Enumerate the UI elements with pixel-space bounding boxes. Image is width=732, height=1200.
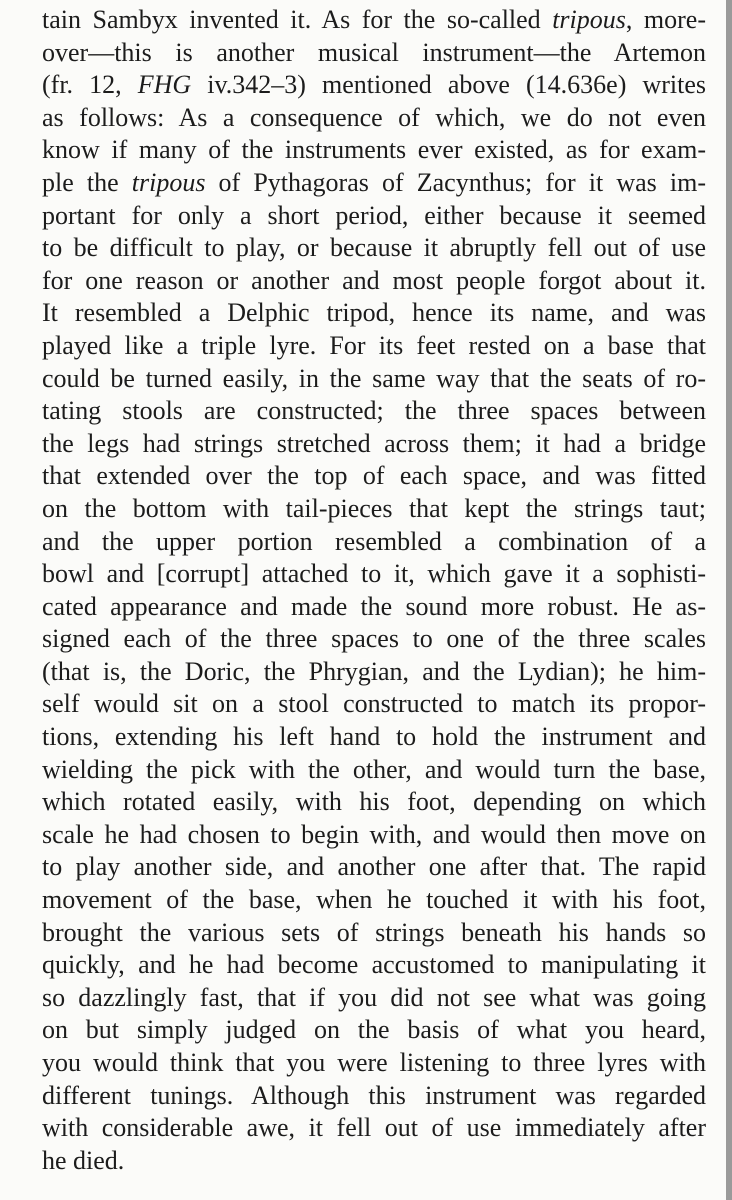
text-line xyxy=(42,819,706,852)
text-line xyxy=(42,395,706,428)
text-line xyxy=(42,460,706,493)
text-line xyxy=(42,623,706,656)
text-line xyxy=(42,591,706,624)
text-line xyxy=(42,428,706,461)
text-segment: tating stools are constructed; the three spaces between xyxy=(42,396,706,426)
text-line xyxy=(42,232,706,265)
text-line xyxy=(42,656,706,689)
text-line xyxy=(42,167,706,200)
text-segment: cated appearance and made the sound more robust. He as- xyxy=(42,591,706,621)
text-line xyxy=(42,851,706,884)
text-segment: to play another side, and another one after that. The rapid xyxy=(42,852,706,882)
text-line xyxy=(42,1047,706,1080)
text-segment: iv.342–3) mentioned above (14.636e) writes xyxy=(191,70,707,100)
text-line xyxy=(42,200,706,233)
text-segment: portant for only a short period, either because it seemed xyxy=(42,200,706,230)
passage-text xyxy=(42,4,706,1177)
text-segment: bowl and [corrupt] attached to it, which gave it a sophisti- xyxy=(42,559,706,589)
italic-term: tripous xyxy=(552,5,626,34)
text-line xyxy=(42,102,706,135)
text-line xyxy=(42,493,706,526)
text-line xyxy=(42,1112,706,1145)
italic-term: FHG xyxy=(137,70,192,100)
text-segment: as follows: As a consequence of which, we do not even xyxy=(42,102,706,132)
text-line xyxy=(42,526,706,559)
text-line xyxy=(42,949,706,982)
text-line xyxy=(42,884,706,917)
text-segment: over—this is another musical instrument—the Artemon xyxy=(42,37,706,67)
text-segment: on the bottom with tail-pieces that kept the strings taut; xyxy=(42,493,706,523)
text-segment: brought the various sets of strings beneath his hands so xyxy=(42,917,706,947)
text-line xyxy=(42,330,706,363)
text-segment: for one reason or another and most people forgot about it. xyxy=(42,265,706,295)
text-line xyxy=(42,1080,706,1113)
text-segment: wielding the pick with the other, and would turn the base, xyxy=(42,754,706,784)
text-line xyxy=(42,982,706,1015)
text-segment: different tunings. Although this instrument was regarded xyxy=(42,1080,706,1110)
text-segment: so dazzlingly fast, that if you did not see what was going xyxy=(42,982,706,1012)
text-segment: that extended over the top of each space, and was fitted xyxy=(42,461,706,491)
text-line xyxy=(42,134,706,167)
text-line xyxy=(42,265,706,298)
text-segment: played like a triple lyre. For its feet rested on a base that xyxy=(42,330,706,360)
text-segment: ple the xyxy=(42,167,132,197)
text-segment: and the upper portion resembled a combination of a xyxy=(42,526,706,556)
text-line xyxy=(42,37,706,70)
page-edge-shadow xyxy=(726,0,732,1200)
text-segment: on but simply judged on the basis of what you heard, xyxy=(42,1015,706,1045)
text-segment: could be turned easily, in the same way that the seats of ro- xyxy=(42,363,706,393)
text-segment: he died. xyxy=(42,1145,125,1175)
text-segment: you would think that you were listening to three lyres with xyxy=(42,1048,706,1077)
text-line xyxy=(42,688,706,721)
text-line xyxy=(42,558,706,591)
text-segment: quickly, and he had become accustomed to manipulating it xyxy=(42,950,706,980)
text-line xyxy=(42,4,706,37)
italic-term: tripous xyxy=(131,167,206,197)
text-segment: tions, extending his left hand to hold the instrument and xyxy=(42,722,706,752)
text-line xyxy=(42,721,706,754)
text-segment: tain Sambyx invented it. As for the so-called xyxy=(42,5,553,34)
text-segment: know if many of the instruments ever existed, as for exam- xyxy=(42,135,706,165)
text-segment: to be difficult to play, or because it abruptly fell out of use xyxy=(42,233,706,263)
text-segment: , more- xyxy=(625,5,706,34)
text-segment: (fr. 12, xyxy=(42,70,138,100)
text-segment: scale he had chosen to begin with, and would then move on xyxy=(42,819,706,849)
text-segment: self would sit on a stool constructed to match its propor- xyxy=(42,689,706,719)
text-line xyxy=(42,754,706,787)
text-line xyxy=(42,1145,706,1178)
text-line xyxy=(42,363,706,396)
text-segment: signed each of the three spaces to one of the three scales xyxy=(42,624,706,654)
text-line xyxy=(42,297,706,330)
text-segment: which rotated easily, with his foot, depending on which xyxy=(42,787,706,817)
text-segment: the legs had strings stretched across them; it had a bridge xyxy=(42,428,706,458)
text-line xyxy=(42,917,706,950)
text-line xyxy=(42,69,706,102)
text-segment: It resembled a Delphic tripod, hence its name, and was xyxy=(42,298,706,328)
text-segment: with considerable awe, it fell out of use immediately after xyxy=(42,1113,706,1143)
text-segment: (that is, the Doric, the Phrygian, and the Lydian); he him- xyxy=(42,656,706,686)
text-line xyxy=(42,786,706,819)
text-segment: movement of the base, when he touched it with his foot, xyxy=(42,885,706,915)
text-segment: of Pythagoras of Zacynthus; for it was im- xyxy=(205,167,706,197)
text-line xyxy=(42,1014,706,1047)
